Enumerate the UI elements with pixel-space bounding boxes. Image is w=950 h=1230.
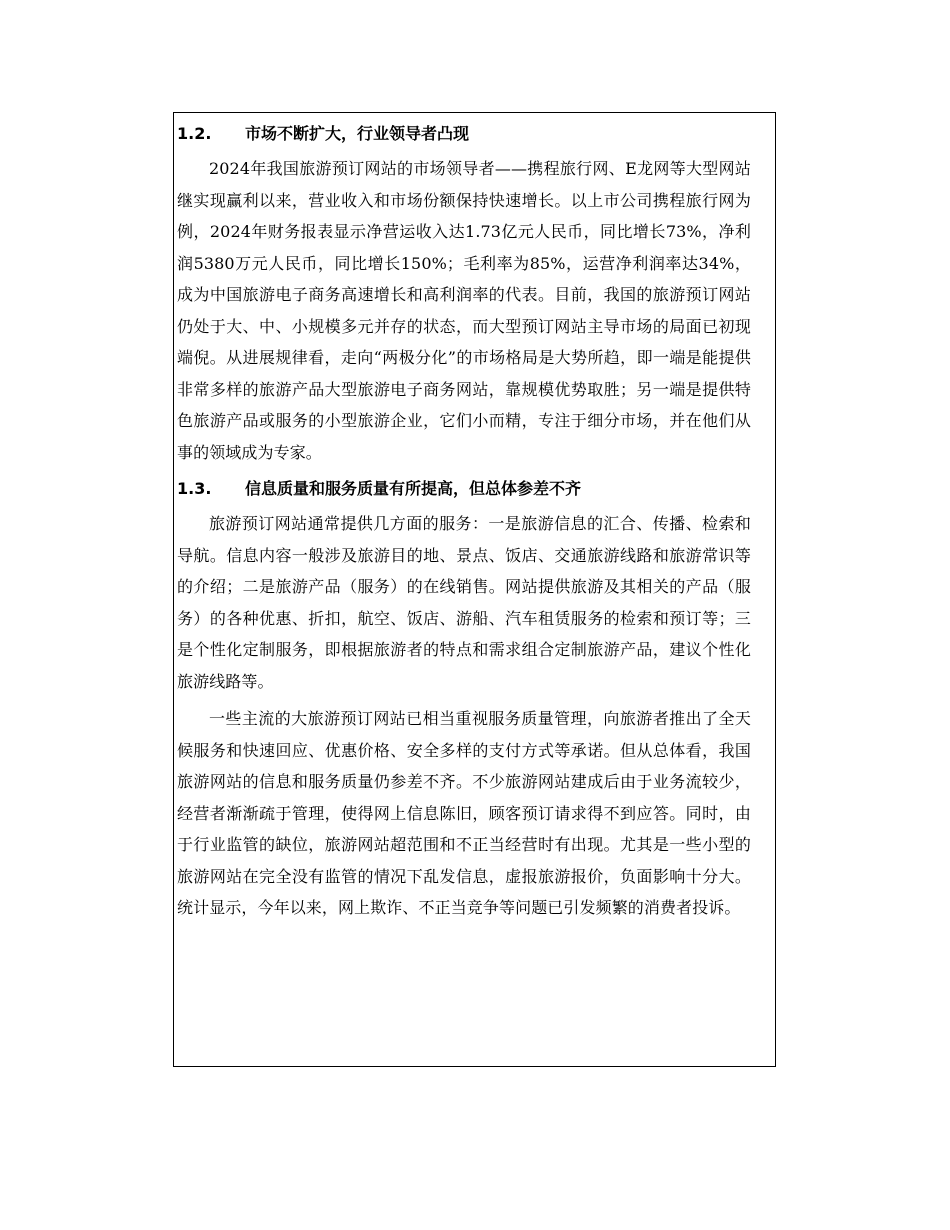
section-heading-1-3 (177, 474, 751, 504)
section-1-3-paragraph-2: 一些主流的大旅游预订网站已相当重视服务质量管理，向旅游者推出了全天候服务和快速回应、优惠价格、安全多样的支付方式等承诺。但从总体看，我国旅游网站的信息和服务质量仍参差不齐。不少旅游网站建成后由于业务流较少，经营者渐渐疏于管理，使得网上信息陈旧，顾客预订请求得不到应答。同时，由于行业监管的缺位，旅游网站超范围和不正当经营时有出现。尤其是一些小型的旅游网站在完全没有监管的情况下乱发信息，虚报旅游报价，负面影响十分大。统计显示，今年以来，网上欺诈、不正当竞争等问题已引发频繁的消费者投诉。 (177, 709, 751, 917)
section-title: 信息质量和服务质量有所提高，但总体参差不齐 (245, 479, 582, 498)
section-title: 市场不断扩大，行业领导者凸现 (245, 124, 470, 143)
section-heading-1-2 (177, 119, 751, 149)
page-frame (173, 112, 776, 1067)
section-number: 1.2. (177, 124, 212, 143)
section-number: 1.3. (177, 479, 212, 498)
section-1-2-paragraph: 2024年我国旅游预订网站的市场领导者——携程旅行网、E龙网等大型网站继实现赢利以来，营业收入和市场份额保持快速增长。以上市公司携程旅行网为例，2024年财务报表显示净营运收入达1.73亿元人民币，同比增长73%，净利润5380万元人民币，同比增长150%；毛利率为85%，运营净利润率达34%，成为中国旅游电子商务高速增长和高利润率的代表。目前，我国的旅游预订网站仍处于大、中、小规模多元并存的状态，而大型预订网站主导市场的局面已初现端倪。从进展规律看，走向“两极分化”的市场格局是大势所趋，即一端是能提供非常多样的旅游产品大型旅游电子商务网站，靠规模优势取胜；另一端是提供特色旅游产品或服务的小型旅游企业，它们小而精，专注于细分市场，并在他们从事的领域成为专家。 (177, 159, 751, 462)
section-1-3-paragraph-1: 旅游预订网站通常提供几方面的服务：一是旅游信息的汇合、传播、检索和导航。信息内容一般涉及旅游目的地、景点、饭店、交通旅游线路和旅游常识等的介绍；二是旅游产品（服务）的在线销售。网站提供旅游及其相关的产品（服务）的各种优惠、折扣，航空、饭店、游船、汽车租赁服务的检索和预订等；三是个性化定制服务，即根据旅游者的特点和需求组合定制旅游产品，建议个性化旅游线路等。 (177, 514, 751, 691)
